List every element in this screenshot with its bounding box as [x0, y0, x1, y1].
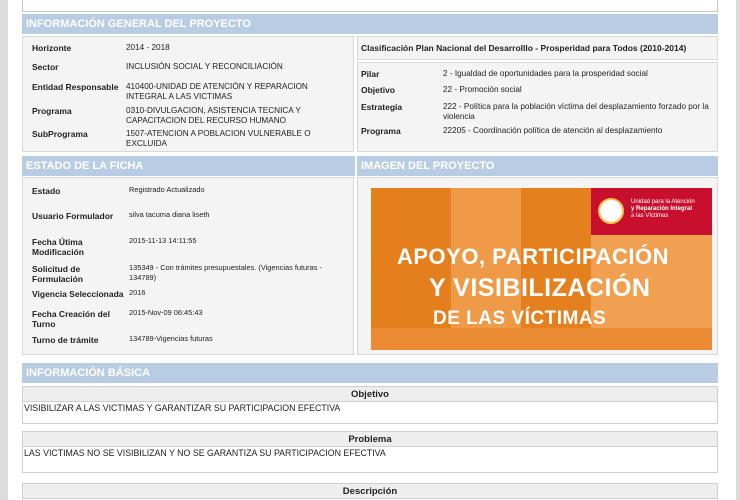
- value-subprograma: 1507-ATENCION A POBLACION VULNERABLE O EXCLUIDA: [126, 129, 311, 148]
- clasificacion-panel: [357, 36, 718, 60]
- unidad-victimas-logo: [591, 188, 712, 235]
- value-programa: 0310-DIVULGACION, ASISTENCIA TECNICA Y CAPACITACION DEL RECURSO HUMANO: [126, 106, 301, 125]
- value-objetivo: 22 - Promoción social: [443, 85, 522, 94]
- label-objetivo: Objetivo: [361, 85, 396, 95]
- clasificacion-title: Clasificación Plan Nacional del Desarrolllo - Prosperidad para Todos (2010-2014): [361, 43, 687, 53]
- label-pilar: Pilar: [361, 69, 380, 79]
- imagen-section-header: IMAGEN DEL PROYECTO: [357, 156, 718, 176]
- estado-panel: [22, 177, 354, 355]
- image-title-line-1: APOYO, PARTICIPACIÓN: [397, 244, 669, 269]
- previous-section-box: [22, 0, 718, 12]
- label-subprograma: SubPrograma: [32, 129, 88, 139]
- value-sector: INCLUSIÓN SOCIAL Y RECONCILIACIÓN: [126, 62, 283, 71]
- logo-line-3: a las Víctimas: [631, 213, 669, 219]
- logo-text: [631, 199, 695, 220]
- objetivo-header: Objetivo: [22, 386, 718, 402]
- general-left-panel: [22, 36, 354, 152]
- value-turno: 134789-Vigencias futuras: [129, 334, 213, 343]
- value-pilar: 2 - Igualdad de oportunidades para la prosperidad social: [443, 69, 648, 78]
- label-programa: Programa: [32, 106, 72, 116]
- value-programa-pnd: 22205 - Coordinación política de atención al desplazamiento: [443, 126, 663, 135]
- label-fecha-modificacion: Fecha Útima Modificación: [32, 237, 84, 257]
- value-solicitud: 135349 - Con trámites presupuestales. (Vigencias futuras - 134789): [129, 263, 322, 282]
- image-block: [371, 328, 712, 350]
- general-right-panel: [357, 62, 718, 152]
- label-entidad: Entidad Responsable: [32, 82, 119, 92]
- value-usuario: silva tacuma diana liseth: [129, 210, 210, 219]
- value-entidad: 410400-UNIDAD DE ATENCIÓN Y REPARACION INTEGRAL A LAS VICTIMAS: [126, 82, 308, 101]
- descripcion-header: Descripción: [22, 483, 718, 499]
- estado-section-header: ESTADO DE LA FICHA: [22, 156, 355, 176]
- image-title-line-3: DE LAS VÍCTIMAS: [433, 308, 607, 329]
- label-turno: Turno de trámite: [32, 335, 99, 345]
- value-vigencia: 2016: [129, 288, 146, 297]
- logo-line-2: y Reparación Integral: [631, 206, 693, 212]
- value-estrategia: 222 - Política para la población víctima del desplazamiento forzado por la violencia: [443, 102, 709, 121]
- general-section-header: INFORMACIÓN GENERAL DEL PROYECTO: [22, 14, 718, 34]
- coat-of-arms-icon: [598, 198, 624, 224]
- value-estado: Registrado Actualizado: [129, 185, 205, 194]
- value-fecha-modificacion: 2015-11-13 14:11:55: [129, 236, 197, 245]
- image-title-line-2: Y VISIBILIZACIÓN: [429, 274, 651, 302]
- basica-section-header: INFORMACIÓN BÁSICA: [22, 363, 718, 383]
- project-image: [371, 188, 712, 350]
- label-fecha-turno: Fecha Creación del Turno: [32, 309, 110, 329]
- label-usuario: Usuario Formulador: [32, 211, 114, 221]
- label-vigencia: Vigencia Seleccionada: [32, 289, 124, 299]
- logo-line-1: Unidad para la Atención: [631, 199, 695, 205]
- label-estrategia: Estrategia: [361, 102, 403, 112]
- label-estado: Estado: [32, 186, 61, 196]
- label-programa-pnd: Programa: [361, 126, 401, 136]
- label-sector: Sector: [32, 62, 59, 72]
- problema-header: Problema: [22, 431, 718, 447]
- label-horizonte: Horizonte: [32, 43, 72, 53]
- value-horizonte: 2014 - 2018: [126, 43, 170, 52]
- problema-text: LAS VICTIMAS NO SE VISIBILIZAN Y NO SE GARANTIZA SU PARTICIPACION EFECTIVA: [22, 447, 718, 473]
- objetivo-text: VISIBILIZAR A LAS VICTIMAS Y GARANTIZAR SU PARTICIPACION EFECTIVA: [22, 402, 718, 424]
- label-solicitud: Solicitud de Formulación: [32, 264, 84, 284]
- value-fecha-turno: 2015-Nov-09 06:45:43: [129, 308, 203, 317]
